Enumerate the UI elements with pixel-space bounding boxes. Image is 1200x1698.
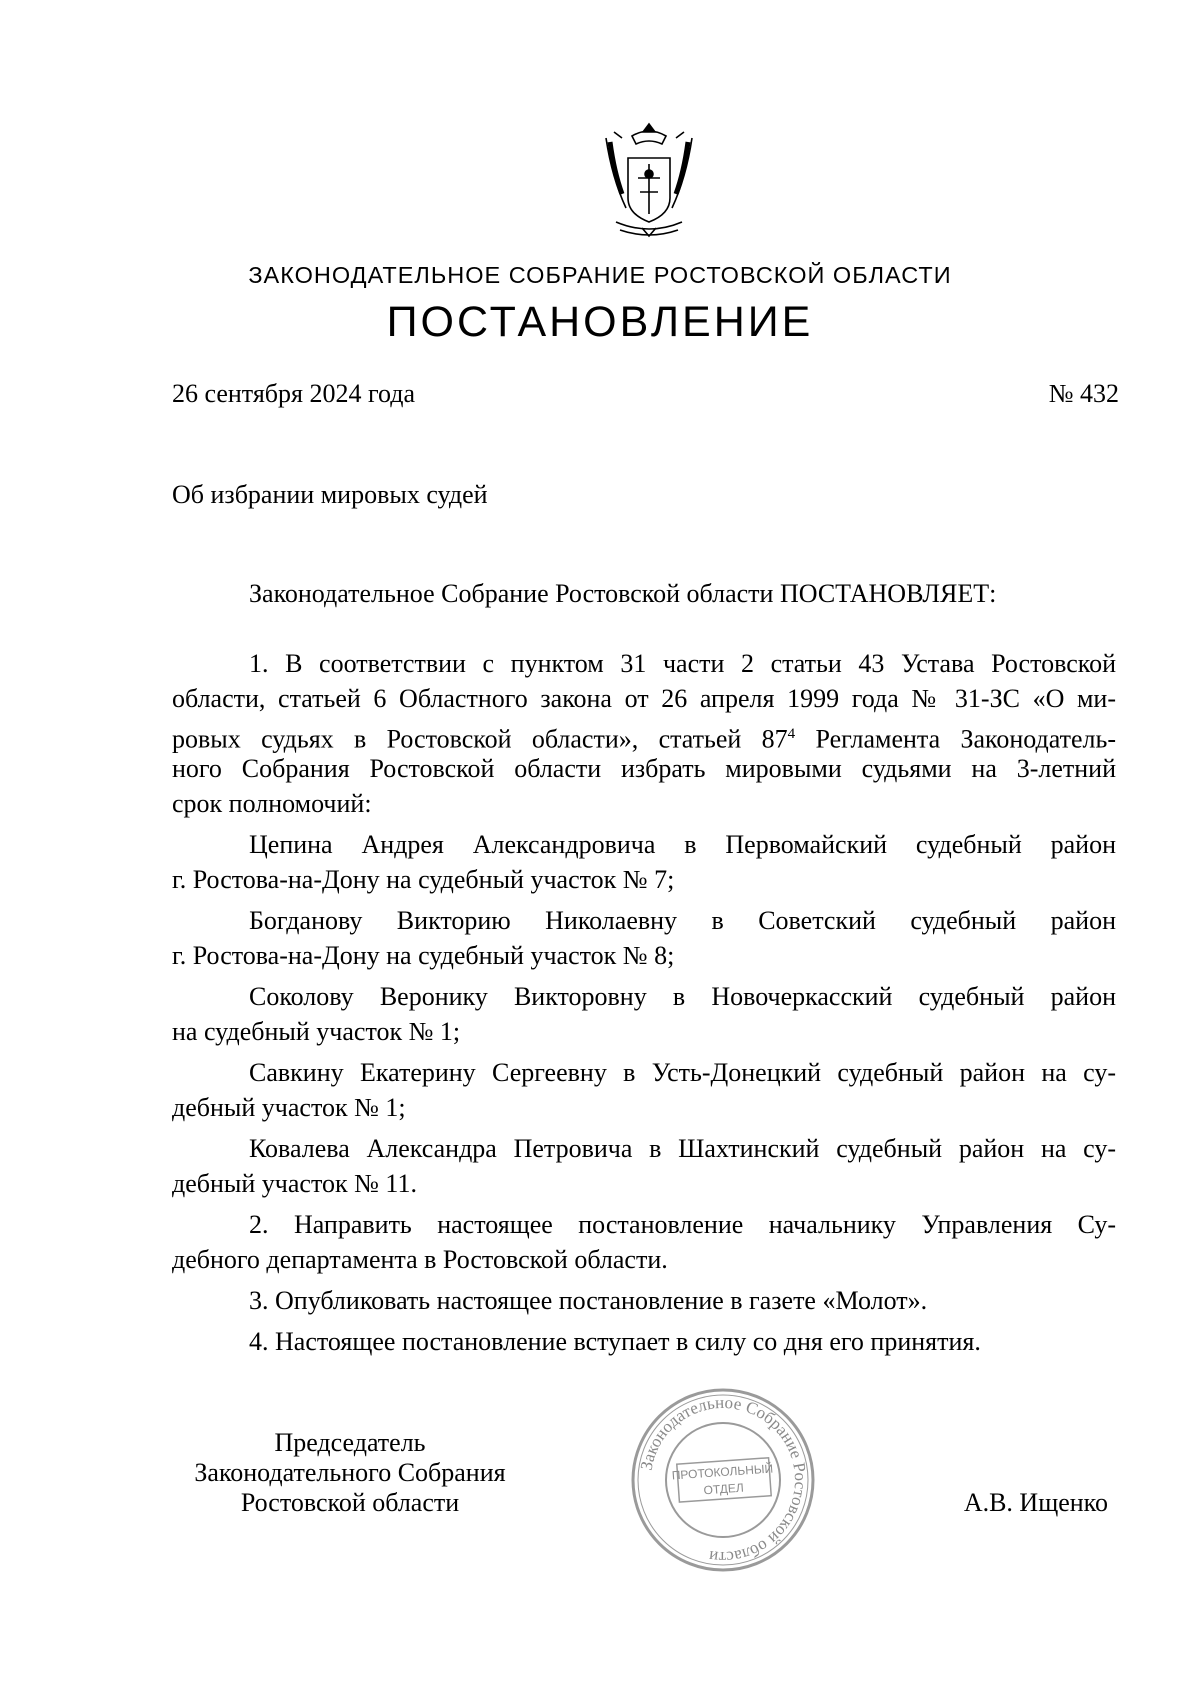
stamp-center-line: ОТДЕЛ	[703, 1480, 745, 1498]
appointee-line: дебный участок № 11.	[172, 1169, 417, 1198]
official-stamp	[628, 1385, 818, 1575]
signer-title-line: Законодательного Собрания	[194, 1458, 506, 1487]
signer-name: А.В. Ищенко	[963, 1488, 1108, 1517]
appointee-line: Богданову Викторию Николаевну в Советский судебный район	[249, 906, 1116, 935]
appointee-line: Цепина Андрея Александровича в Первомайский судебный район	[249, 830, 1116, 859]
item-1-line	[172, 718, 1116, 756]
appointee-line: Ковалева Александра Петровича в Шахтинский судебный район на су-	[249, 1134, 1116, 1163]
item-2-line: 2. Направить настоящее постановление начальнику Управления Су-	[249, 1210, 1116, 1239]
document-type-title: ПОСТАНОВЛЕНИЕ	[386, 298, 814, 346]
item-1-line: 1. В соответствии с пунктом 31 части 2 статьи 43 Устава Ростовской	[249, 649, 1116, 678]
appointee-line: Соколову Веронику Викторовну в Новочеркасский судебный район	[249, 982, 1116, 1011]
coat-of-arms-icon	[594, 118, 704, 246]
item-1-line-end: Регламента Законодатель-	[795, 724, 1116, 754]
document-subject: Об избрании мировых судей	[172, 480, 488, 509]
signer-title-line: Ростовской области	[240, 1488, 460, 1517]
stamp-center-line: ПРОТОКОЛЬНЫЙ	[671, 1461, 774, 1483]
appointee-line: дебный участок № 1;	[172, 1093, 406, 1122]
appointee-line: на судебный участок № 1;	[172, 1017, 461, 1046]
signer-title	[170, 1428, 530, 1518]
item-1-line: области, статьей 6 Областного закона от 26 апреля 1999 года № 31-ЗС «О ми-	[172, 684, 1116, 713]
item-3: 3. Опубликовать настоящее постановление в газете «Молот».	[249, 1286, 928, 1315]
item-1-line: срок полномочий:	[172, 789, 372, 818]
appointee-line: г. Ростова-на-Дону на судебный участок № 8;	[172, 941, 675, 970]
item-2-line: дебного департамента в Ростовской области.	[172, 1245, 668, 1274]
stamp-ring-text: Законодательное Собрание Ростовской области	[636, 1392, 811, 1568]
document-number: № 432	[1048, 379, 1119, 408]
organization-heading: ЗАКОНОДАТЕЛЬНОЕ СОБРАНИЕ РОСТОВСКОЙ ОБЛАСТИ	[248, 262, 952, 288]
preamble: Законодательное Собрание Ростовской области ПОСТАНОВЛЯЕТ:	[249, 579, 997, 608]
appointee-line: г. Ростова-на-Дону на судебный участок № 7;	[172, 865, 675, 894]
signer-title-line: Председатель	[274, 1428, 426, 1457]
document-date: 26 сентября 2024 года	[172, 379, 416, 408]
item-1-line-start: ровых судьях в Ростовской области», статьей 87	[172, 724, 788, 754]
superscript: 4	[787, 726, 796, 742]
item-1-line: ного Собрания Ростовской области избрать мировыми судьями на 3-летний	[172, 754, 1116, 783]
appointee-line: Савкину Екатерину Сергеевну в Усть-Донецкий судебный район на су-	[249, 1058, 1116, 1087]
item-4: 4. Настоящее постановление вступает в силу со дня его принятия.	[249, 1327, 981, 1356]
